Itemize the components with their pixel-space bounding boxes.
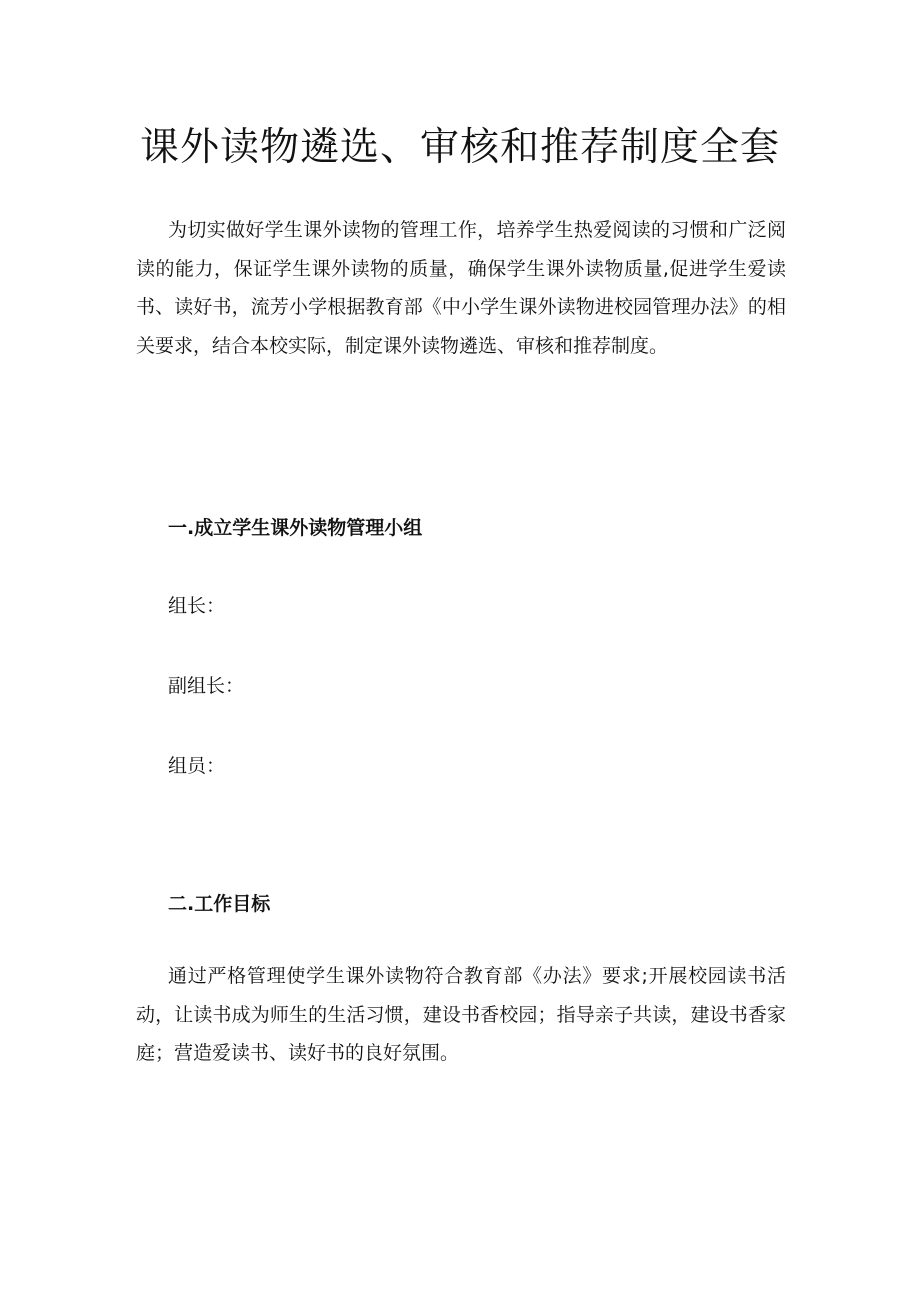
goal-paragraph: 通过严格管理使学生课外读物符合教育部《办法》要求;开展校园读书活动，让读书成为师生的生活习惯，建设书香校园；指导亲子共读，建设书香家庭；营造爱读书、读好书的良好氛围。: [136, 965, 786, 1064]
leader-field: 组长：: [168, 595, 226, 617]
section-1-heading: 一.成立学生课外读物管理小组: [168, 517, 423, 539]
section-2-heading: 二.工作目标: [168, 893, 271, 915]
deputy-leader-field: 副组长：: [168, 675, 245, 697]
document-title: 课外读物遴选、审核和推荐制度全套: [139, 125, 780, 170]
intro-paragraph: 为切实做好学生课外读物的管理工作，培养学生热爱阅读的习惯和广泛阅读的能力，保证学生课外读物的质量，确保学生课外读物质量,促进学生爱读书、读好书，流芳小学根据教育部《中小学生课外读物进校园管理办法》的相关要求，结合本校实际，制定课外读物遴选、审核和推荐制度。: [136, 219, 786, 357]
members-field: 组员：: [168, 755, 226, 777]
